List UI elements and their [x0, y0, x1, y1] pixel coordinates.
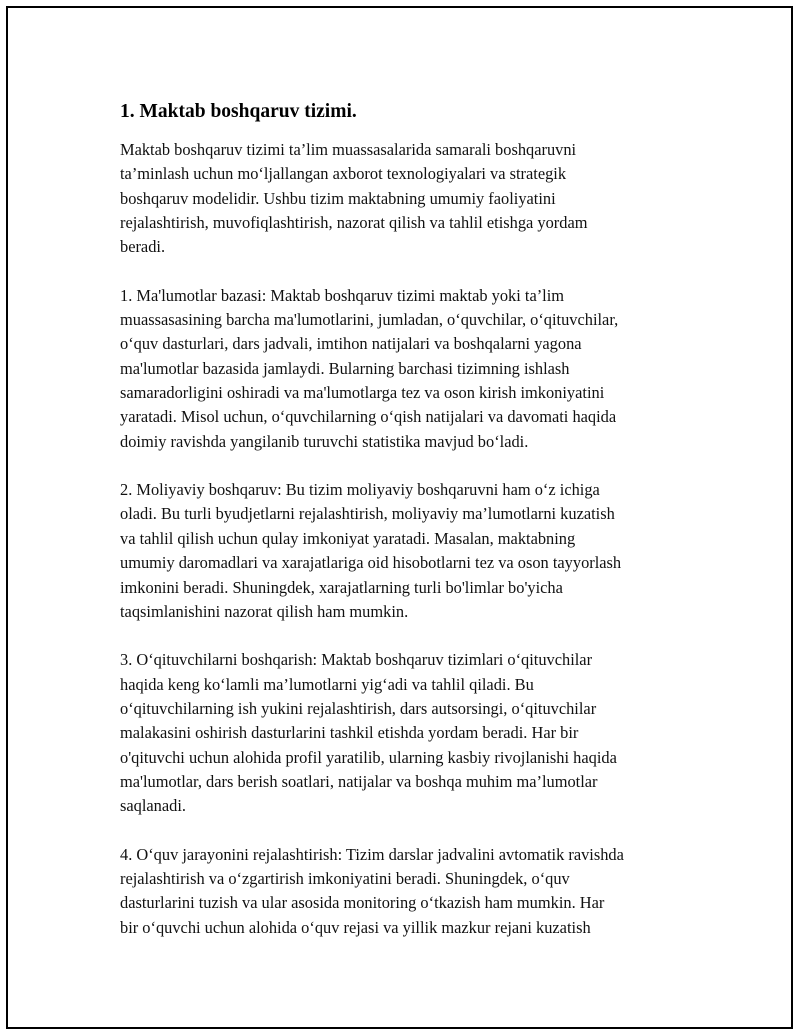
text-line: rejalashtirish, muvofiqlashtirish, nazorat qilish va tahlil etishga yordam	[120, 213, 588, 233]
paragraph-list	[120, 138, 700, 940]
text-line: ma'lumotlar bazasida jamlaydi. Bularning barchasi tizimning ishlash	[120, 358, 570, 378]
paragraph	[120, 843, 700, 940]
text-line: oʻqituvchilarning ish yukini rejalashtirish, dars autsorsingi, oʻqituvchilar	[120, 698, 597, 718]
text-line: malakasini oshirish dasturlarini tashkil etishda yordam beradi. Har bir	[120, 723, 579, 743]
page-frame	[6, 6, 793, 1029]
text-line: samaradorligini oshiradi va ma'lumotlarga tez va oson kirish imkoniyatini	[120, 383, 605, 403]
paragraph	[120, 138, 700, 260]
text-line: ta’minlash uchun moʻljallangan axborot texnologiyalari va strategik	[120, 164, 567, 184]
text-line: o'qituvchi uchun alohida profil yaratilib, ularning kasbiy rivojlanishi haqida	[120, 747, 617, 767]
text-line: bir oʻquvchi uchun alohida oʻquv rejasi va yillik mazkur rejani kuzatish	[120, 917, 591, 937]
text-line: 2. Moliyaviy boshqaruv: Bu tizim moliyaviy boshqaruvni ham oʻz ichiga	[120, 480, 600, 500]
text-line: 4. Oʻquv jarayonini rejalashtirish: Tizim darslar jadvalini avtomatik ravishda	[120, 844, 624, 864]
text-line: imkonini beradi. Shuningdek, xarajatlarning turli bo'limlar bo'yicha	[120, 577, 563, 597]
text-line: ma'lumotlar, dars berish soatlari, natijalar va boshqa muhim ma’lumotlar	[120, 771, 598, 791]
text-line: va tahlil qilish uchun qulay imkoniyat yaratadi. Masalan, maktabning	[120, 528, 576, 548]
text-line: 1. Ma'lumotlar bazasi: Maktab boshqaruv tizimi maktab yoki ta’lim	[120, 285, 565, 305]
text-line: Maktab boshqaruv tizimi ta’lim muassasalarida samarali boshqaruvni	[120, 140, 577, 159]
paragraph	[120, 478, 700, 624]
document-body	[120, 100, 700, 964]
text-line: boshqaruv modelidir. Ushbu tizim maktabning umumiy faoliyatini	[120, 188, 556, 208]
text-line: oʻquv dasturlari, dars jadvali, imtihon natijalari va boshqalarni yagona	[120, 334, 582, 354]
text-line: oladi. Bu turli byudjetlarni rejalashtirish, moliyaviy ma’lumotlarni kuzatish	[120, 504, 615, 524]
text-line: saqlanadi.	[120, 796, 186, 816]
text-line: muassasasining barcha ma'lumotlarini, jumladan, oʻquvchilar, oʻqituvchilar,	[120, 310, 619, 330]
text-line: rejalashtirish va oʻzgartirish imkoniyatini beradi. Shuningdek, oʻquv	[120, 868, 570, 888]
text-line: yaratadi. Misol uchun, oʻquvchilarning oʻqish natijalari va davomati haqida	[120, 407, 617, 427]
text-line: doimiy ravishda yangilanib turuvchi statistika mavjud boʻladi.	[120, 431, 529, 451]
text-line: haqida keng koʻlamli ma’lumotlarni yigʻadi va tahlil qiladi. Bu	[120, 674, 534, 694]
text-line: taqsimlanishini nazorat qilish ham mumkin.	[120, 601, 409, 621]
paragraph	[120, 648, 700, 818]
text-line: 3. Oʻqituvchilarni boshqarish: Maktab boshqaruv tizimlari oʻqituvchilar	[120, 650, 593, 670]
section-heading: 1. Maktab boshqaruv tizimi.	[120, 101, 357, 122]
text-line: umumiy daromadlari va xarajatlariga oid hisobotlarni tez va oson tayyorlash	[120, 553, 622, 573]
text-line: beradi.	[120, 237, 166, 257]
text-line: dasturlarini tuzish va ular asosida monitoring oʻtkazish ham mumkin. Har	[120, 893, 605, 913]
paragraph	[120, 284, 700, 454]
